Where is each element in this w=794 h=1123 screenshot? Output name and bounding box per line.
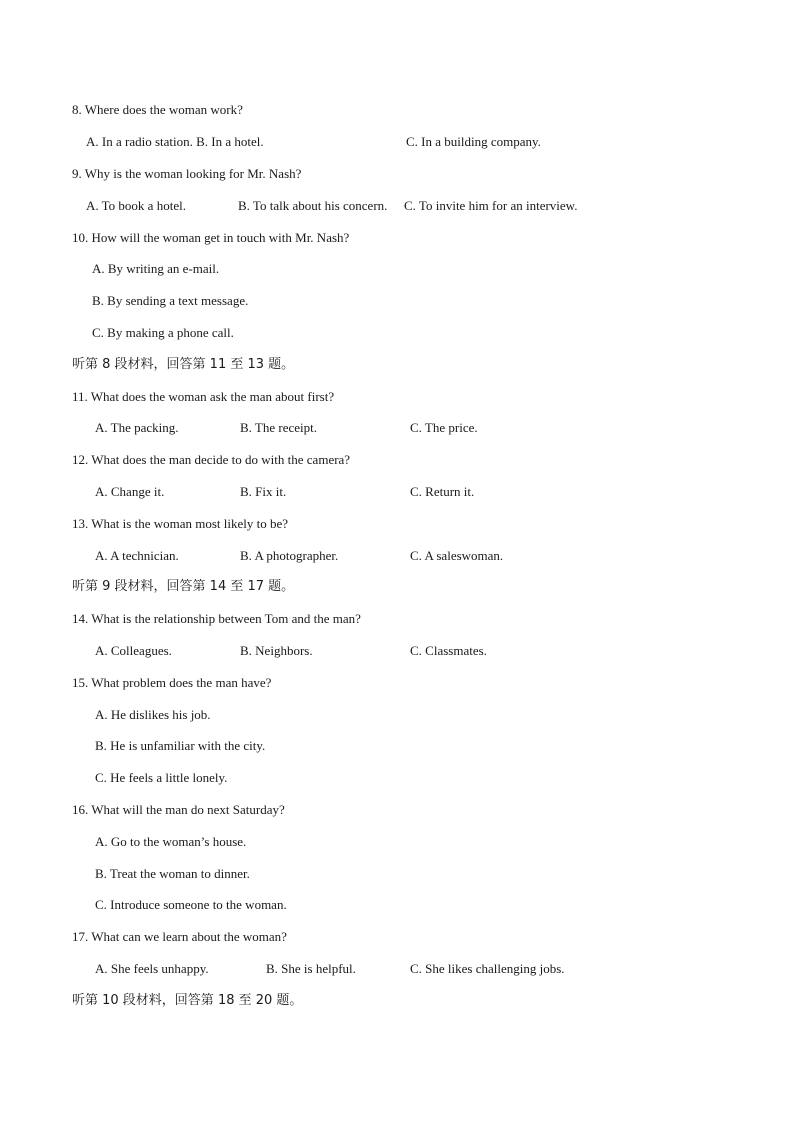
question-14-option-c: C. Classmates. xyxy=(410,643,487,658)
question-10-option-b: B. By sending a text message. xyxy=(92,293,249,308)
question-11-option-b: B. The receipt. xyxy=(240,420,318,435)
question-14-stem: 14. What is the relationship between Tom and the man? xyxy=(72,611,361,626)
question-14-option-a: A. Colleagues. xyxy=(95,643,172,658)
question-11-option-c: C. The price. xyxy=(410,420,478,435)
question-10-option-a: A. By writing an e-mail. xyxy=(92,261,220,276)
question-12-option-c: C. Return it. xyxy=(410,484,475,499)
question-11-stem: 11. What does the woman ask the man about first? xyxy=(72,389,335,404)
question-17-option-c: C. She likes challenging jobs. xyxy=(410,961,565,976)
section-9-instruction: 听第 9 段材料，回答第 14 至 17 题。 xyxy=(72,579,295,594)
question-8-stem: 8. Where does the woman work? xyxy=(72,102,243,117)
section-10-instruction: 听第 10 段材料，回答第 18 至 20 题。 xyxy=(72,993,303,1008)
question-8-option-ab: A. In a radio station. B. In a hotel. xyxy=(86,134,264,149)
question-10-stem: 10. How will the woman get in touch with Mr. Nash? xyxy=(72,230,350,245)
question-17-option-a: A. She feels unhappy. xyxy=(95,961,209,976)
question-15-option-a: A. He dislikes his job. xyxy=(95,707,211,722)
question-16-option-a: A. Go to the woman’s house. xyxy=(95,834,247,849)
question-16-option-c: C. Introduce someone to the woman. xyxy=(95,897,287,912)
question-9-option-a: A. To book a hotel. xyxy=(86,198,186,213)
question-9-option-b: B. To talk about his concern. xyxy=(238,198,388,213)
question-16-option-b: B. Treat the woman to dinner. xyxy=(95,866,250,881)
section-8-instruction: 听第 8 段材料，回答第 11 至 13 题。 xyxy=(72,357,295,372)
question-12-option-b: B. Fix it. xyxy=(240,484,287,499)
question-17-option-b: B. She is helpful. xyxy=(266,961,356,976)
question-8-option-c: C. In a building company. xyxy=(406,134,541,149)
question-12-stem: 12. What does the man decide to do with the camera? xyxy=(72,452,351,467)
question-13-option-c: C. A saleswoman. xyxy=(410,548,504,563)
question-12-option-a: A. Change it. xyxy=(95,484,165,499)
question-9-stem: 9. Why is the woman looking for Mr. Nash? xyxy=(72,166,302,181)
question-10-option-c: C. By making a phone call. xyxy=(92,325,234,340)
question-13-option-a: A. A technician. xyxy=(95,548,179,563)
question-13-stem: 13. What is the woman most likely to be? xyxy=(72,516,289,531)
question-11-option-a: A. The packing. xyxy=(95,420,179,435)
question-15-option-c: C. He feels a little lonely. xyxy=(95,770,228,785)
question-14-option-b: B. Neighbors. xyxy=(240,643,313,658)
question-9-option-c: C. To invite him for an interview. xyxy=(404,198,578,213)
question-15-stem: 15. What problem does the man have? xyxy=(72,675,272,690)
question-17-stem: 17. What can we learn about the woman? xyxy=(72,929,287,944)
question-16-stem: 16. What will the man do next Saturday? xyxy=(72,802,285,817)
question-13-option-b: B. A photographer. xyxy=(240,548,339,563)
question-15-option-b: B. He is unfamiliar with the city. xyxy=(95,738,266,753)
